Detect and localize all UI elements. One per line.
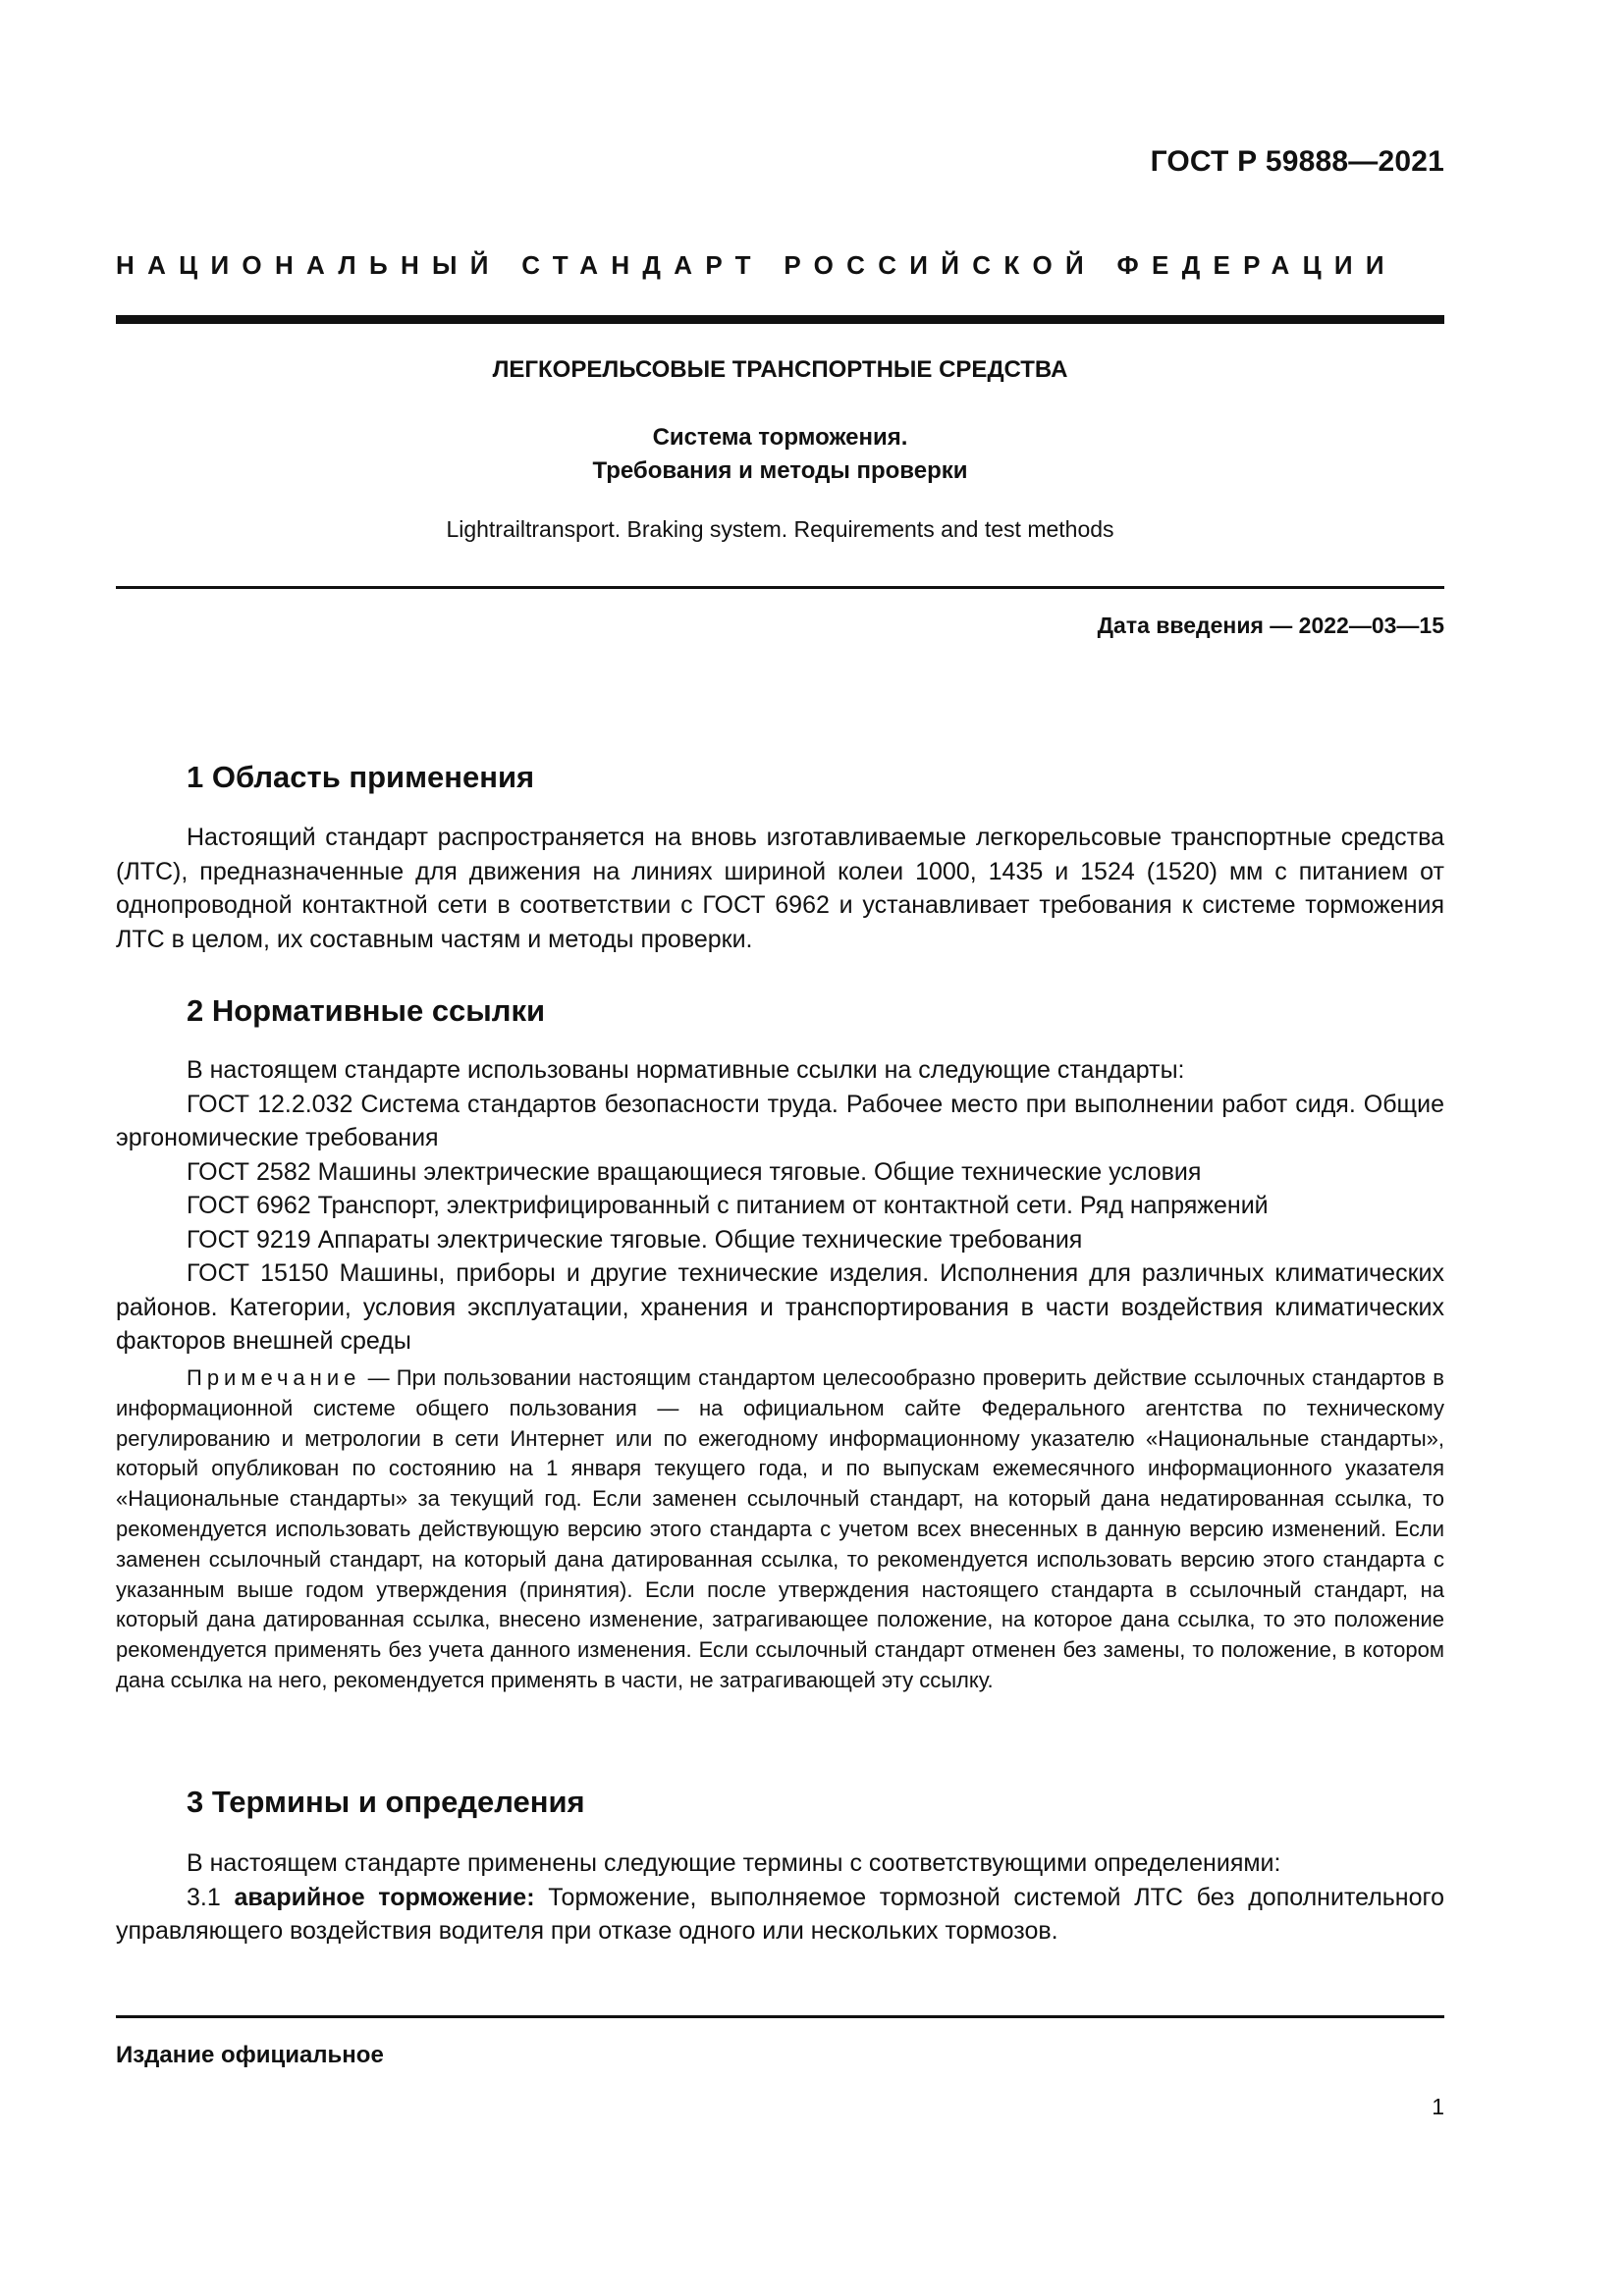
section-2-heading: 2 Нормативные ссылки — [187, 993, 546, 1028]
note-text: — При пользовании настоящим стандартом целесообразно проверить действие ссылочных стандартов в информационной системе общего пользования — на официальном сайте Федерального агентства по техническому регулированию и метрологии в сети Интернет или по ежегодному информационному указателю «Национальные стандарты», который опубликован по состоянию на 1 января текущего года, и по выпускам ежемесячного информационного указателя «Национальные стандарты» за текущий год. Если заменен ссылочный стандарт, на который дана недатированная ссылка, то рекомендуется использовать действующую версию этого стандарта с учетом всех внесенных в данную версию изменений. Если заменен ссылочный стандарт, на который дана датированная ссылка, то рекомендуется использовать версию этого стандарта с указанным выше годом утверждения (принятия). Если после утверждения настоящего стандарта в ссылочный стандарт, на который дана датированная ссылка, внесено изменение, затрагивающее положение, на которое дана ссылка, то это положение рекомендуется применять без учета данного изменения. Если ссылочный стандарт отменен без замены, то положение, в котором дана ссылка на него, рекомендуется применять в части, не затрагивающей эту ссылку. — [116, 1365, 1444, 1692]
page-number: 1 — [1432, 2094, 1444, 2119]
section-2-note — [116, 1363, 1444, 1696]
reference-item: ГОСТ 15150 Машины, приборы и другие технические изделия. Исполнения для различных климатических районов. Категории, условия эксплуатации, хранения и транспортирования в части воздействия климатических факторов внешней среды — [116, 1259, 1444, 1355]
note-label: Примечание — [187, 1365, 361, 1390]
title-divider — [116, 586, 1444, 589]
english-title: Lightrailtransport. Braking system. Requirements and test methods — [446, 516, 1114, 542]
subtitle-line-2: Требования и методы проверки — [592, 457, 968, 484]
document-subtitle — [116, 421, 1444, 488]
reference-item: ГОСТ 6962 Транспорт, электрифицированный с питанием от контактной сети. Ряд напряжений — [187, 1192, 1269, 1219]
section-3-body — [116, 1846, 1444, 1949]
section-3-intro: В настоящем стандарте применены следующие термины с соответствующими определениями: — [187, 1849, 1281, 1877]
subtitle-line-1: Система торможения. — [652, 424, 908, 451]
term-text: Торможение, выполняемое тормозной системой ЛТС без дополнительного управляющего воздействия водителя при отказе одного или нескольких тормозов. — [116, 1883, 1444, 1945]
section-3-heading: 3 Термины и определения — [187, 1785, 585, 1819]
section-1-paragraph: Настоящий стандарт распространяется на вновь изготавливаемые легкорельсовые транспортные средства (ЛТС), предназначенные для движения на линиях шириной колеи 1000, 1435 и 1524 (1520) мм с питанием от однопроводной контактной сети в соответствии с ГОСТ 6962 и устанавливает требования к системе торможения ЛТС в целом, их составным частям и методы проверки. — [116, 824, 1444, 953]
document-number: ГОСТ Р 59888—2021 — [1150, 145, 1444, 178]
footer-divider — [116, 2015, 1444, 2018]
section-2-intro: В настоящем стандарте использованы нормативные ссылки на следующие стандарты: — [187, 1056, 1185, 1084]
reference-item: ГОСТ 9219 Аппараты электрические тяговые. Общие технические требования — [187, 1225, 1083, 1254]
national-standard-title: НАЦИОНАЛЬНЫЙ СТАНДАРТ РОССИЙСКОЙ ФЕДЕРАЦИИ — [116, 250, 1397, 280]
edition-label: Издание официальное — [116, 2042, 384, 2068]
term-title: аварийное торможение: — [234, 1883, 535, 1911]
term-number: 3.1 — [187, 1883, 235, 1911]
note-paragraph — [116, 1363, 1444, 1696]
section-1-heading: 1 Область применения — [187, 760, 535, 794]
reference-item: ГОСТ 12.2.032 Система стандартов безопасности труда. Рабочее место при выполнении работ сидя. Общие эргономические требования — [116, 1090, 1444, 1151]
header-divider — [116, 315, 1444, 324]
section-1-body — [116, 821, 1444, 956]
term-definition — [116, 1881, 1444, 1949]
document-main-title: ЛЕГКОРЕЛЬСОВЫЕ ТРАНСПОРТНЫЕ СРЕДСТВА — [492, 356, 1068, 383]
section-2-body — [116, 1053, 1444, 1359]
reference-item: ГОСТ 2582 Машины электрические вращающиеся тяговые. Общие технические условия — [187, 1157, 1202, 1186]
introduction-date: Дата введения — 2022—03—15 — [1097, 613, 1444, 638]
